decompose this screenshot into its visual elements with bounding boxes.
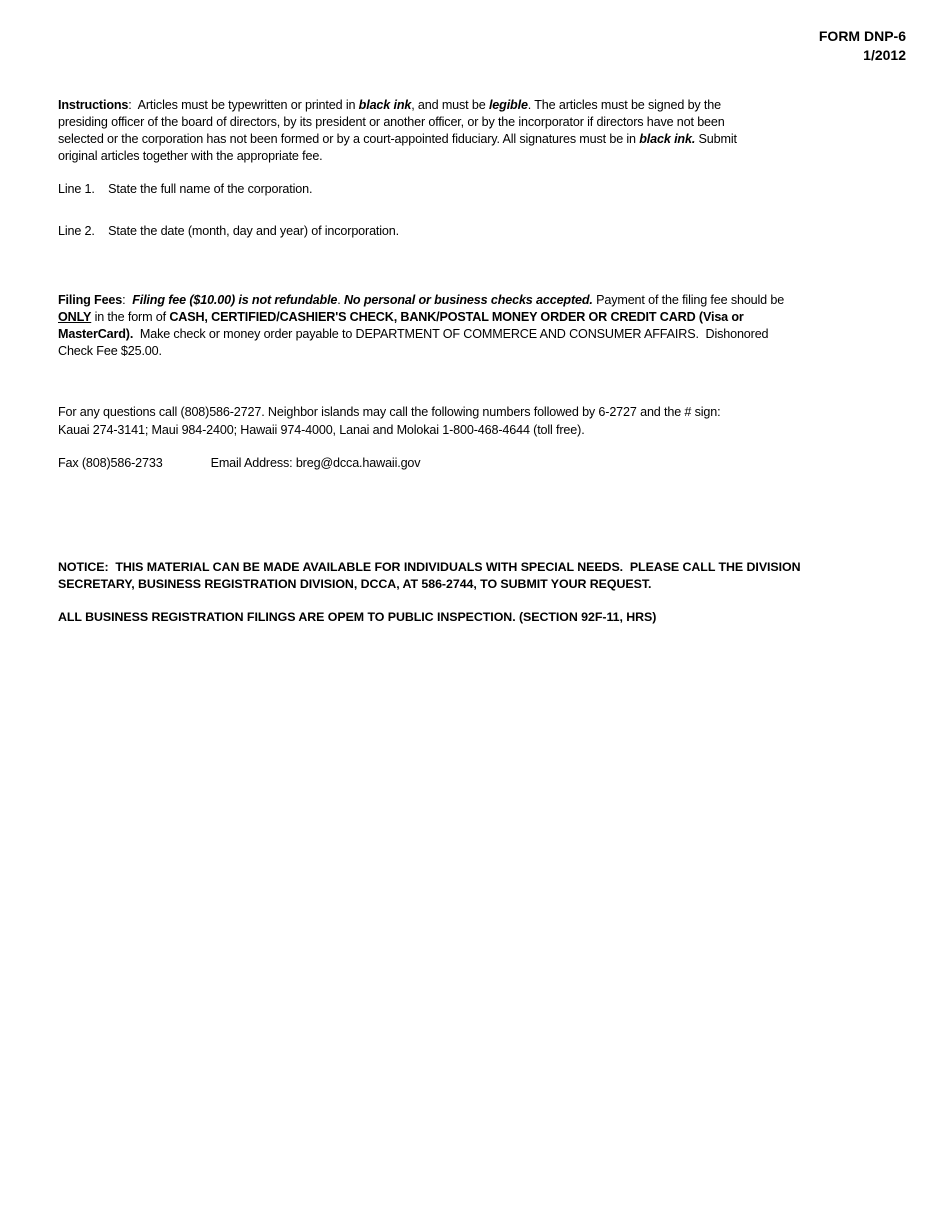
text-run: in the form of [91, 310, 170, 324]
form-revision: 1/2012 [863, 47, 906, 63]
text-run: MasterCard). [58, 327, 134, 341]
text-line [58, 292, 784, 309]
text-line [58, 422, 585, 439]
text-run: Kauai 274-3141; Maui 984-2400; Hawaii 974-4000, Lanai and Molokai 1-800-468-4644 (toll free). [58, 423, 585, 437]
text-line [58, 114, 725, 131]
text-run: NOTICE: THIS MATERIAL CAN BE MADE AVAILABLE FOR INDIVIDUALS WITH SPECIAL NEEDS. PLEASE CALL THE DIVISION [58, 560, 801, 574]
text-line [58, 609, 656, 626]
text-run: ONLY [58, 310, 92, 324]
text-run: presiding officer of the board of directors, by its president or another officer, or by the incorporator if directors have not been [58, 115, 725, 129]
text-run: . The articles must be signed by the [527, 98, 721, 112]
text-line [58, 326, 768, 343]
text-line [58, 404, 720, 421]
text-run: Check Fee $25.00. [58, 344, 162, 358]
text-line [58, 576, 651, 593]
text-line [58, 148, 323, 165]
text-line [58, 97, 721, 114]
text-run: Submit [695, 132, 737, 146]
text-run: For any questions call (808)586-2727. Neighbor islands may call the following numbers followed by 6-2727 and the # sign: [58, 405, 721, 419]
text-run: CASH, CERTIFIED/CASHIER'S CHECK, BANK/POSTAL MONEY ORDER OR CREDIT CARD (Visa or [169, 310, 744, 324]
text-run: No personal or business checks accepted. [343, 293, 593, 307]
text-run: Line 2. State the date (month, day and year) of incorporation. [58, 224, 399, 238]
text-run: original articles together with the appropriate fee. [58, 149, 323, 163]
text-run: Filing Fees [58, 293, 123, 307]
text-run: . [337, 293, 344, 307]
fax-email-line [58, 455, 420, 472]
text-run: Payment of the filing fee should be [592, 293, 785, 307]
text-run: ALL BUSINESS REGISTRATION FILINGS ARE OPEM TO PUBLIC INSPECTION. (SECTION 92F-11, HRS) [58, 610, 657, 624]
text-line [58, 181, 312, 198]
text-run: black ink [358, 98, 412, 112]
text-line [58, 309, 744, 326]
text-run: Line 1. State the full name of the corporation. [58, 182, 313, 196]
form-id: FORM DNP-6 [818, 28, 906, 44]
text-run: SECRETARY, BUSINESS REGISTRATION DIVISION, DCCA, AT 586-2744, TO SUBMIT YOUR REQUEST. [58, 577, 652, 591]
text-run: selected or the corporation has not been formed or by a court-appointed fiduciary. All signatures must be in [58, 132, 640, 146]
text-run: Make check or money order payable to DEPARTMENT OF COMMERCE AND CONSUMER AFFAIRS. Dishonored [133, 327, 769, 341]
text-line [58, 223, 399, 240]
text-run: : Articles must be typewritten or printed in [128, 98, 359, 112]
text-run: Instructions [58, 98, 129, 112]
text-line [58, 343, 162, 360]
text-run: black ink. [639, 132, 696, 146]
text-run: : [122, 293, 133, 307]
fax-number: Fax (808)586-2733 [58, 456, 163, 470]
text-line [58, 559, 801, 576]
email-address[interactable]: Email Address: breg@dcca.hawaii.gov [210, 456, 421, 470]
text-run: legible [488, 98, 528, 112]
text-run: , and must be [411, 98, 489, 112]
text-line [58, 131, 737, 148]
text-run: Filing fee ($10.00) is not refundable [132, 293, 338, 307]
